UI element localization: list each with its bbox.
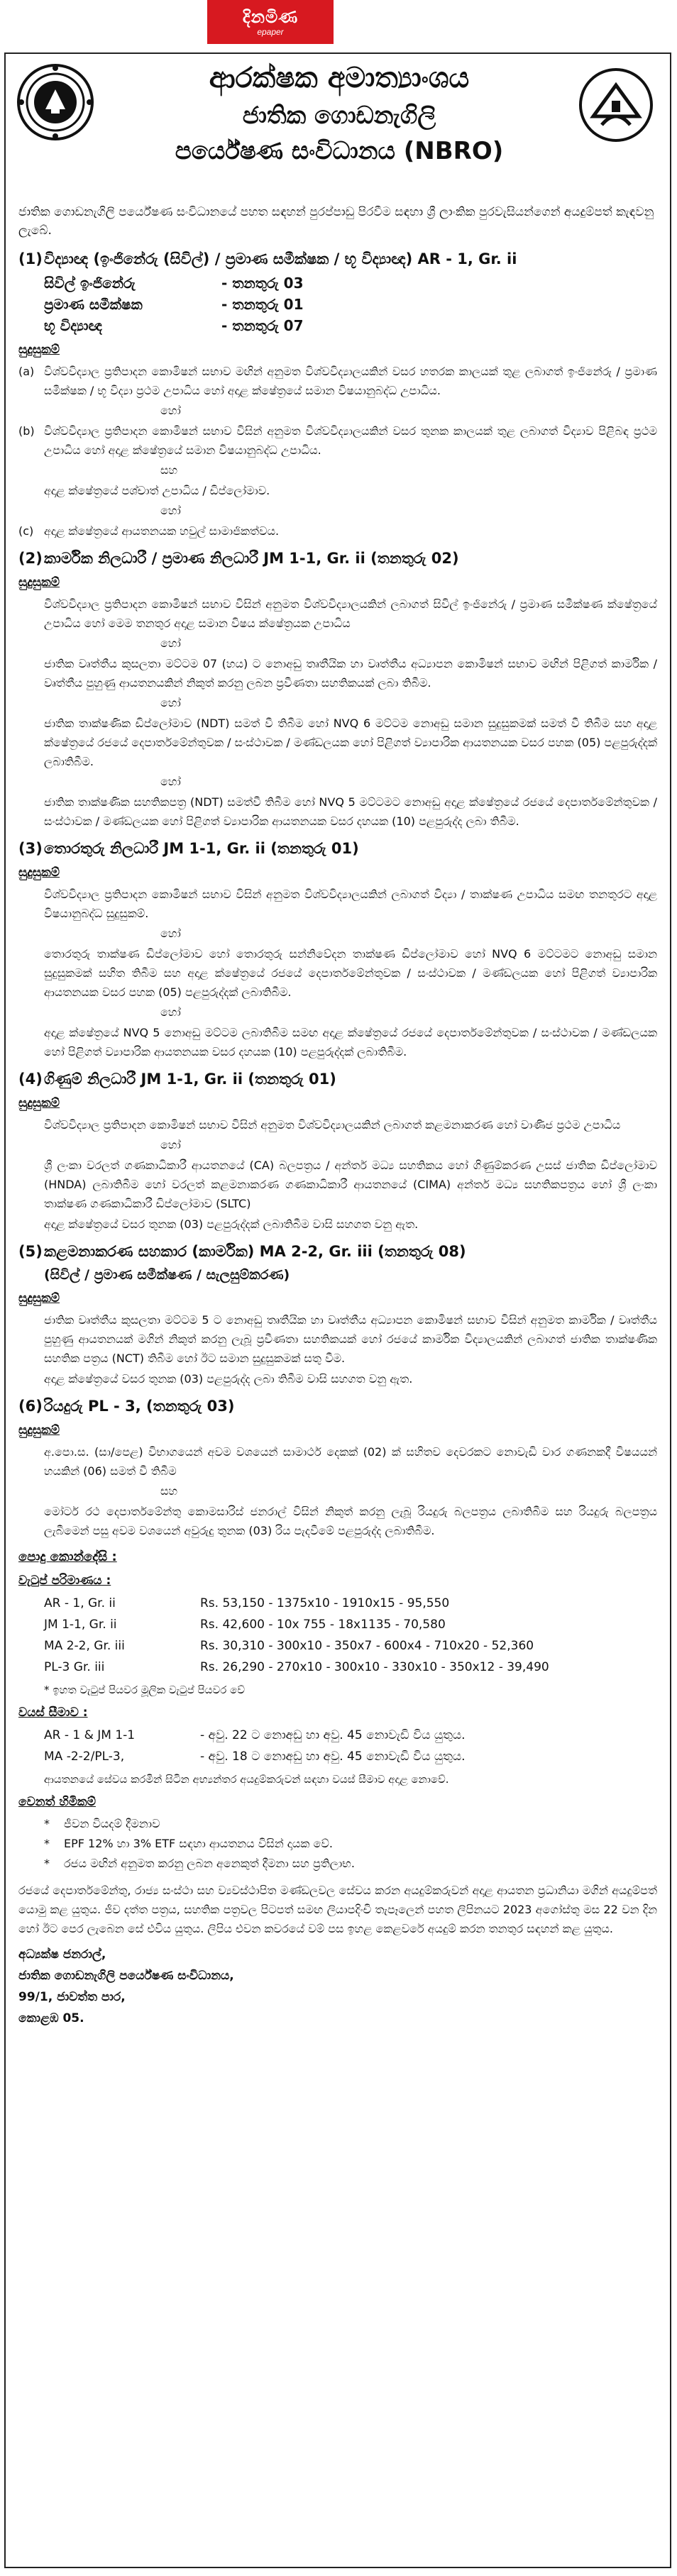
qualification-marker: (a) — [18, 365, 35, 378]
qualification-connector: හෝ — [160, 775, 181, 788]
qualification-marker — [18, 1156, 44, 1213]
qualification-marker: (b) — [18, 424, 35, 438]
section-title-text: රියදුරු PL - 3, (තනතුරු 03) — [44, 1398, 235, 1415]
qualification-item — [18, 1502, 657, 1540]
qualification-connector: හෝ — [160, 1138, 181, 1151]
general-conditions — [18, 1547, 657, 2029]
salary-row — [44, 1657, 657, 1678]
salary-grade: PL-3 Gr. iii — [44, 1660, 105, 1674]
qualification-item — [18, 885, 657, 923]
qualifications-heading: සුදුසුකම් — [18, 575, 60, 590]
qualification-marker — [18, 595, 44, 633]
qualification-connector: සහ — [160, 463, 178, 477]
general-heading: පොදු කොන්දේසි : — [18, 1549, 117, 1564]
benefit-text: රජය මඟින් අනුමත කරනු ලබන අනෙකුත් දීමනා සහ ප්‍රතිලාභ. — [64, 1857, 355, 1870]
qualification-text: අදාළ ක්ෂේත්‍රයේ NVQ 5 නොඅඩු මට්ටම ලබාතිබීම සමඟ අදාළ ක්ෂේත්‍රයේ රජයේ දෙපාර්තමේන්තුවක / සංස්ථාවක / මණ්ඩලයක හෝ පිළිගත් ව්‍යාපාරික ආයතනයක වසර දහයක (10) පළපුරුද්දක් ලබාතිබීම. — [44, 1026, 657, 1058]
qualification-connector: හෝ — [160, 696, 181, 709]
post-name: සිවිල් ඉංජිනේරු — [44, 275, 136, 292]
qualification-text: ජාතික වෘත්තීය කුසලතා මට්ටම 5 ට නොඅඩු තෘතීයික හා වෘත්තීය අධ්‍යාපන කොමිෂන් සභාව විසින් අනුමත කාර්මික / වෘත්තීය පුහුණු ආයතනයක් මගින් නිකුත් කරනු ලැබූ ප්‍රවීණතා සහතිකයක් හෝ රජයේ කාර්මික විද්‍යාලයකින් ලබාගත් ජාතික තාක්ෂණික සහතික පත්‍රය (NCT) තිබීම හෝ ඊට සමාන සුදුසුකමක් සතු වීම. — [44, 1313, 657, 1365]
section-number: (1) — [18, 250, 43, 267]
qualification-text: විශ්වවිද්‍යාල ප්‍රතිපාදන කොමිෂන් සභාව විසින් අනුමත විශ්වවිද්‍යාලයකින් වසර තුනක කාලයක් තුළ ලබාගත් විද්‍යාව පිළිබඳ ප්‍රථම උපාධිය හෝ අදාළ ක්ෂේත්‍රයේ සමාන විෂයානුබද්ධ උපාධිය. — [44, 424, 657, 457]
qualification-marker — [18, 654, 44, 692]
benefits-list — [18, 1814, 657, 1874]
section-title-text: තොරතුරු නිලධාරී JM 1-1, Gr. ii (තනතුරු 01) — [44, 840, 359, 857]
qualification-item — [18, 595, 657, 633]
qualification-text: අදාළ ක්ෂේත්‍රයේ වසර තුනක (03) පළපුරුද්දක් ලබාතිබීම වාසි සහගත වනු ඇත. — [44, 1217, 419, 1231]
qualification-marker — [18, 1369, 44, 1388]
section-title — [18, 248, 657, 270]
post-count-list — [44, 272, 657, 336]
qualification-text: මෝටර් රථ දෙපාර්තමේන්තු කොමසාරිස් ජනරාල් විසින් නිකුත් කරනු ලැබූ රියදුරු බලපත්‍රය ලබාතිබීම සහ රියදුරු බලපත්‍රය ලැබීමෙන් පසු අවම වශයෙන් අවුරුදු තුනක (03) රිය පැදවීමේ පළපුරුද්ද ලබාතිබීම. — [44, 1505, 657, 1537]
qualifications-heading: සුදුසුකම් — [18, 866, 60, 880]
qualification-marker — [18, 481, 44, 500]
ministry-title: ආරක්ෂක අමාත්‍යාංශය — [209, 62, 470, 94]
section-title — [18, 1241, 657, 1262]
section-number: (6) — [18, 1398, 43, 1415]
salary-scale: Rs. 30,310 - 300x10 - 350x7 - 600x4 - 710x20 - 52,360 — [200, 1639, 534, 1653]
post-count-row — [44, 294, 657, 315]
qualification-text: අදාළ ක්ෂේත්‍රයේ වසර තුනක (03) පළපුරුද්ද ලබා තිබීම වාසි සහගත වනු ඇත. — [44, 1372, 413, 1386]
salary-grade: JM 1-1, Gr. ii — [44, 1618, 117, 1632]
age-limit: - අවු. 18 ට නොඅඩු හා අවු. 45 නොවැඩි විය යුතුය. — [200, 1749, 466, 1764]
section-title-text: ගිණුම් නිලධාරී JM 1-1, Gr. ii (තනතුරු 01) — [44, 1071, 336, 1088]
section-title — [18, 1068, 657, 1090]
qualification-marker — [18, 792, 44, 831]
bullet-icon: * — [44, 1857, 50, 1870]
qualification-item — [18, 1369, 657, 1388]
post-name: භූ විද්‍යාඥ — [44, 317, 102, 334]
qualification-text: ජාතික තාක්ෂණික සහතිකපත්‍ර (NDT) සමත්වී තිබීම හෝ NVQ 5 මට්ටමට නොඅඩු අදාළ ක්ෂේත්‍රයේ රජයේ දෙපාර්තමේන්තුවක / සංස්ථාවක / මණ්ඩලයක හෝ පිළිගත් ව්‍යාපාරික ආයතනයක වසර දහයක (10) පළපුරුද්ද ලබා තිබීම. — [44, 795, 657, 828]
qualification-item — [18, 1215, 657, 1234]
qualification-marker — [18, 1023, 44, 1061]
post-name: ප්‍රමාණ සමීක්ෂක — [44, 296, 143, 313]
section-number: (3) — [18, 840, 43, 857]
section-title-text: කළමනාකරණ සහකාර (කාර්මික) MA 2-2, Gr. iii (තනතුරු 08) — [44, 1243, 466, 1260]
post-count-row — [44, 272, 657, 294]
section-title-text: කාර්මික නිලධාරී / ප්‍රමාණ නිලධාරී JM 1-1, Gr. ii (තනතුරු 02) — [44, 550, 459, 567]
qualifications-heading: සුදුසුකම් — [18, 1291, 60, 1305]
advert-header — [98, 58, 580, 169]
qualification-text: අ.පො.ස. (සා/පෙළ) විභාගයෙන් අවම වශයෙන් සාමාර්ථ දෙකක් (02) ක් සහිතව දෙවරකට නොවැඩි වාර ගණනකදී විෂයයන් හයකින් (06) සමත් වී තිබීම — [44, 1445, 657, 1478]
qualification-item — [18, 654, 657, 692]
age-limit: - අවු. 22 ට නොඅඩු හා අවු. 45 නොවැඩි විය යුතුය. — [200, 1728, 466, 1742]
benefit-item — [44, 1814, 657, 1834]
qualification-item — [18, 421, 657, 460]
qualifications-heading: සුදුසුකම් — [18, 1423, 60, 1437]
salary-scale: Rs. 26,290 - 270x10 - 300x10 - 330x10 - 350x12 - 39,490 — [200, 1660, 549, 1674]
qualification-item — [18, 1310, 657, 1368]
benefit-text: ජීවන වියදම් දීමනාව — [64, 1817, 160, 1830]
logo-subtitle: epaper — [257, 27, 284, 37]
section-subtitle: (සිවිල් / ප්‍රමාණ සමීක්ෂණ / සැලසුම්කරණ) — [44, 1267, 290, 1283]
age-heading: වයස් සීමාව : — [18, 1706, 88, 1720]
salary-row — [44, 1635, 657, 1657]
benefits-heading: වෙනත් හිමිකම් — [18, 1795, 96, 1809]
salary-row — [44, 1593, 657, 1614]
qualification-item — [18, 362, 657, 400]
signature-line: 99/1, ජාවත්ත පාර, — [18, 1990, 126, 2004]
qualification-item — [18, 521, 657, 541]
vacancy-section — [18, 838, 657, 1061]
sri-lanka-emblem-icon — [16, 62, 95, 142]
dinamina-logo[interactable] — [207, 0, 334, 44]
vacancy-advertisement — [4, 52, 671, 2568]
qualification-marker — [18, 885, 44, 923]
qualification-marker: (c) — [18, 524, 34, 538]
qualifications-heading: සුදුසුකම් — [18, 1096, 60, 1110]
salary-scale: Rs. 53,150 - 1375x10 - 1910x15 - 95,550 — [200, 1596, 450, 1610]
signature-line: කොළඹ 05. — [18, 2011, 84, 2025]
closing-instructions: රජයේ දෙපාර්තමේන්තු, රාජ්‍ය සංස්ථා සහ ව්‍යවස්ථාපිත මණ්ඩලවල සේවය කරන අයදුම්කරුවන් අදාළ ආයතන ප්‍රධානියා මගින් අයදුම්පත් යොමු කළ යුතුය. ජීව දත්ත පත්‍රය, සහතික පත්‍රවල පිටපත් සමඟ ලියාපදිංචි තැපෑලෙන් පහත ලිපිනයට 2023 අගෝස්තු මස 22 වන දින හෝ ඊට පෙර ලැබෙන සේ එවිය යුතුය. ලිපිය එවන කවරයේ වම් පස ඉහළ කෙළවරේ අයදුම් කරන තනතුර සඳහන් කළ යුතුය. — [18, 1884, 657, 1935]
qualification-connector: සහ — [160, 1484, 178, 1498]
qualifications-heading: සුදුසුකම් — [18, 343, 60, 357]
nbro-logo-icon — [576, 65, 656, 145]
qualification-marker — [18, 1502, 44, 1540]
age-grade: AR - 1 & JM 1-1 — [44, 1728, 136, 1742]
qualification-item — [18, 481, 657, 500]
qualification-text: ජාතික වෘත්තීය කුසලතා මට්ටම 07 (හය) ට නොඅඩු තෘතීයික හා වෘත්තීය අධ්‍යාපන කොමිෂන් සභාව මඟින් පිළිගත් කාර්මික / වෘත්තීය පුහුණු ආයතනයකින් නිකුත් කරනු ලබන ප්‍රවීණතා සහතිකයක් ලබා තිබීම. — [44, 657, 657, 690]
vacancy-sections — [18, 248, 657, 1540]
qualification-item — [18, 1442, 657, 1481]
post-count: - තනතුරු 01 — [221, 296, 304, 313]
salary-table — [18, 1593, 657, 1678]
qualification-marker — [18, 1442, 44, 1481]
qualification-connector: හෝ — [160, 404, 181, 417]
qualification-marker — [18, 714, 44, 771]
qualification-marker — [18, 1115, 44, 1134]
post-count: - තනතුරු 03 — [221, 275, 304, 292]
qualification-connector: හෝ — [160, 636, 181, 650]
age-limit-row — [44, 1725, 657, 1746]
qualification-marker — [18, 1310, 44, 1368]
bullet-icon: * — [44, 1837, 50, 1850]
age-limit-row — [44, 1746, 657, 1767]
qualification-text: අදාළ ක්ෂේත්‍රයේ ආයතනයක හවුල් සාමාජිකත්වය. — [44, 524, 280, 538]
benefit-text: EPF 12% හා 3% ETF සඳහා ආයතනය විසින් දායක වේ. — [64, 1837, 333, 1850]
qualification-item — [18, 1023, 657, 1061]
salary-row — [44, 1614, 657, 1635]
bullet-icon: * — [44, 1817, 50, 1830]
salary-grade: MA 2-2, Gr. iii — [44, 1639, 125, 1653]
signature-line: ජාතික ගොඩනැගිලි පර්යේෂණ සංවිධානය, — [18, 1969, 234, 1983]
salary-grade: AR - 1, Gr. ii — [44, 1596, 116, 1610]
qualification-item — [18, 944, 657, 1002]
intro-text: ජාතික ගොඩනැගිලි පර්යේෂණ සංවිධානයේ පහත සඳහන් පුරප්පාඩු පිරවීම සඳහා ශ්‍රී ලාංකික පුරවැසියන්ගෙන් අයදුම්පත් කැඳවනු ලැබේ. — [18, 205, 654, 238]
post-count-row — [44, 315, 657, 336]
section-number: (2) — [18, 550, 43, 567]
qualification-item — [18, 714, 657, 771]
section-title-text: විද්‍යාඥ (ඉංජිනේරු (සිවිල්) / ප්‍රමාණ සමීක්ෂක / භූ විද්‍යාඥ) AR - 1, Gr. ii — [44, 250, 517, 267]
age-table — [18, 1725, 657, 1767]
age-grade: MA -2-2/PL-3, — [44, 1749, 125, 1764]
qualification-text: විශ්වවිද්‍යාල ප්‍රතිපාදන කොමිෂන් සභාව විසින් අනුමත විශ්වවිද්‍යාලයකින් ලබාගත් විද්‍යා / තාක්ෂණ උපාධිය සමඟ තනතුරට අදාළ විෂයානුබද්ධ සුදුසුකම්. — [44, 888, 657, 920]
qualification-text: තොරතුරු තාක්ෂණ ඩිප්ලෝමාව හෝ තොරතුරු සන්නිවේදන තාක්ෂණ ඩිප්ලෝමාව හෝ NVQ 6 මට්ටමට නොඅඩු සමාන සුදුසුකමක් සහිත තිබීම සහ අදාළ ක්ෂේත්‍රයේ රජයේ දෙපාර්තමේන්තුවක / සංස්ථාවක / මණ්ඩලයක හෝ පිළිගත් ව්‍යාපාරික ආයතනයක වසර පහක (05) පළපුරුද්දක් ලබාතිබීම. — [44, 947, 657, 999]
qualification-item — [18, 792, 657, 831]
vacancy-section — [18, 248, 657, 541]
qualification-connector: හෝ — [160, 927, 181, 940]
age-note: ආයතනයේ සේවය කරමින් සිටින අභ්‍යන්තර අයදුම්කරුවන් සඳහා වයස් සීමාව අදාළ නොවේ. — [44, 1773, 449, 1786]
salary-note: * ඉහත වැටුප් පියවර මූලික වැටුප් පියවර වේ — [44, 1684, 246, 1696]
section-title — [18, 838, 657, 859]
vacancy-section — [18, 1395, 657, 1540]
qualification-text: ශ්‍රී ලංකා වරලත් ගණකාධිකාරී ආයතනයේ (CA) බලපත්‍රය / අන්තර් මධ්‍ය සහතිකය හෝ ගිණුම්කරණ උසස් ජාතික ඩිප්ලෝමාව (HNDA) ලබාතිබීම හෝ වරලත් කළමනාකරණ ගණකාධිකාරී ආයතනයේ (CIMA) අන්තර් මධ්‍ය සහතිකපත්‍රය හෝ ශ්‍රී ලංකා තාක්ෂණ ගණකාධිකාරී ඩිප්ලෝමාව (SLTC) — [44, 1159, 657, 1210]
qualification-marker — [18, 944, 44, 1002]
epaper-masthead — [0, 0, 677, 47]
section-title — [18, 548, 657, 569]
benefit-item — [44, 1834, 657, 1854]
section-number: (4) — [18, 1071, 43, 1088]
qualification-item — [18, 1156, 657, 1213]
qualification-item — [18, 1115, 657, 1134]
salary-heading: වැටුප් පරිමාණය : — [18, 1574, 111, 1588]
qualification-marker — [18, 1215, 44, 1234]
signature-block — [18, 1944, 657, 2029]
qualification-text: විශ්වවිද්‍යාල ප්‍රතිපාදන කොමිෂන් සභාව මඟින් අනුමත විශ්වවිද්‍යාලයකින් වසර හතරක කාලයක් තුළ ලබාගත් ඉංජිනේරු / ප්‍රමාණ සමීක්ෂක / භූ විද්‍යා ප්‍රථම උපාධිය හෝ අදාළ ක්ෂේත්‍රයේ සමාන විෂයානුබද්ධ උපාධිය. — [44, 365, 657, 397]
signature-line: අධ්‍යක්ෂ ජනරාල්, — [18, 1947, 106, 1962]
organization-line-1: ජාතික ගොඩනැගිලි — [242, 101, 436, 130]
qualification-text: විශ්වවිද්‍යාල ප්‍රතිපාදන කොමිෂන් සභාව විසින් අනුමත විශ්වවිද්‍යාලයකින් ලබාගත් සිවිල් ඉංජිනේරු / ප්‍රමාණ සමීක්ෂණ ක්ෂේත්‍රයේ උපාධිය හෝ මෙම තනතුර අදාළ සමාන විෂය ක්ෂේත්‍රයක උපාධිය — [44, 597, 657, 630]
salary-scale: Rs. 42,600 - 10x 755 - 18x1135 - 70,580 — [200, 1618, 446, 1632]
post-count: - තනතුරු 07 — [221, 317, 304, 334]
vacancy-section — [18, 1068, 657, 1234]
qualification-text: අදාළ ක්ෂේත්‍රයේ පශ්චාත් උපාධිය / ඩිප්ලෝමාව. — [44, 484, 270, 497]
vacancy-section — [18, 1241, 657, 1388]
section-title — [18, 1395, 657, 1417]
qualification-connector: හෝ — [160, 1005, 181, 1019]
advert-body — [18, 203, 657, 2029]
qualification-text: ජාතික තාක්ෂණික ඩිප්ලෝමාව (NDT) සමත් වී තිබීම හෝ NVQ 6 මට්ටම නොඅඩු සමාන සුදුසුකමක් සමත් වී තිබීම සහ අදාළ ක්ෂේත්‍රයේ රජයේ දෙපාර්තමේන්තුවක / සංස්ථාවක / මණ්ඩලයක හෝ පිළිගත් ව්‍යාපාරික ආයතනයක වසර පහක (05) පළපුරුද්දක් ලබාතිබීම. — [44, 717, 657, 768]
section-number: (5) — [18, 1243, 43, 1260]
vacancy-section — [18, 548, 657, 831]
qualification-connector: හෝ — [160, 504, 181, 517]
qualification-text: විශ්වවිද්‍යාල ප්‍රතිපාදන කොමිෂන් සභාව විසින් අනුමත විශ්වවිද්‍යාලයකින් ලබාගත් කළමනාකරණ හෝ වාණිජ ප්‍රථම උපාධිය — [44, 1118, 621, 1132]
benefit-item — [44, 1854, 657, 1874]
organization-line-2: පර්යේෂණ සංවිධානය (NBRO) — [175, 137, 504, 165]
logo-text: දිනමිණ — [242, 6, 299, 27]
